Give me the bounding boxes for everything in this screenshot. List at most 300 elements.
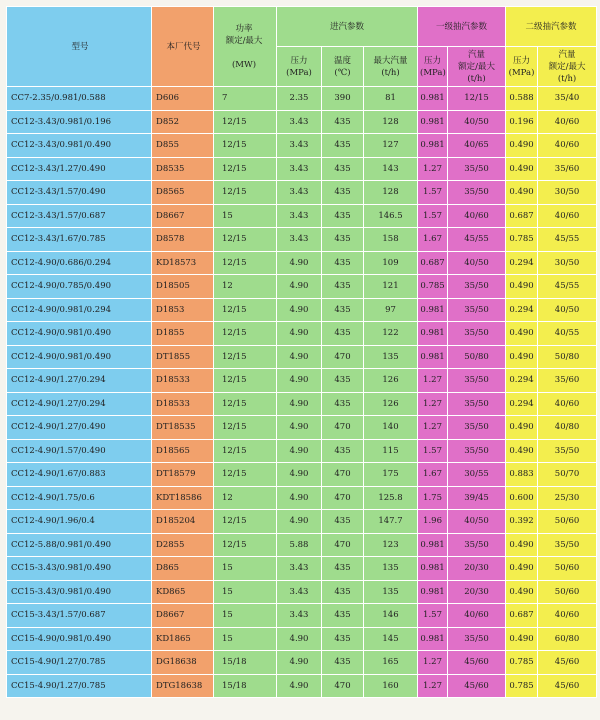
table-row xyxy=(7,627,597,651)
cell-model: CC15-3.43/1.57/0.687 xyxy=(7,604,152,628)
cell-inlet-temperature: 470 xyxy=(322,416,364,440)
cell-extraction2-steam: 35/60 xyxy=(538,369,597,393)
cell-extraction1-steam: 35/50 xyxy=(448,275,506,299)
cell-power: 15 xyxy=(214,204,277,228)
cell-extraction1-pressure: 1.57 xyxy=(418,604,448,628)
cell-inlet-temperature: 435 xyxy=(322,627,364,651)
cell-factory-code: D1853 xyxy=(152,298,214,322)
cell-power: 12/15 xyxy=(214,322,277,346)
cell-power: 12/15 xyxy=(214,392,277,416)
cell-model: CC15-3.43/0.981/0.490 xyxy=(7,557,152,581)
cell-inlet-pressure: 4.90 xyxy=(277,392,322,416)
cell-inlet-temperature: 435 xyxy=(322,298,364,322)
table-row xyxy=(7,345,597,369)
cell-power: 12/15 xyxy=(214,181,277,205)
cell-factory-code: DT1855 xyxy=(152,345,214,369)
cell-power: 12/15 xyxy=(214,157,277,181)
cell-extraction1-steam: 50/80 xyxy=(448,345,506,369)
cell-inlet-temperature: 435 xyxy=(322,604,364,628)
cell-extraction2-steam: 45/55 xyxy=(538,275,597,299)
cell-extraction2-steam: 40/60 xyxy=(538,134,597,158)
cell-extraction1-pressure: 1.57 xyxy=(418,439,448,463)
cell-extraction2-steam: 60/80 xyxy=(538,627,597,651)
header-extraction1-steam: 汽量 额定/最大 (t/h) xyxy=(448,47,506,87)
cell-inlet-max-steam: 126 xyxy=(364,392,418,416)
cell-model: CC12-4.90/1.75/0.6 xyxy=(7,486,152,510)
cell-factory-code: KD865 xyxy=(152,580,214,604)
cell-extraction1-pressure: 1.67 xyxy=(418,228,448,252)
cell-extraction2-steam: 45/60 xyxy=(538,651,597,675)
cell-extraction1-steam: 45/60 xyxy=(448,651,506,675)
table-row xyxy=(7,87,597,111)
cell-extraction2-pressure: 0.490 xyxy=(506,134,538,158)
cell-inlet-max-steam: 158 xyxy=(364,228,418,252)
cell-extraction2-pressure: 0.490 xyxy=(506,439,538,463)
cell-inlet-pressure: 4.90 xyxy=(277,463,322,487)
cell-extraction1-pressure: 0.981 xyxy=(418,345,448,369)
cell-inlet-max-steam: 126 xyxy=(364,369,418,393)
cell-extraction1-steam: 35/50 xyxy=(448,439,506,463)
cell-model: CC12-4.90/1.67/0.883 xyxy=(7,463,152,487)
cell-extraction2-steam: 50/60 xyxy=(538,510,597,534)
cell-factory-code: KD1865 xyxy=(152,627,214,651)
cell-model: CC12-4.90/0.785/0.490 xyxy=(7,275,152,299)
cell-factory-code: D8535 xyxy=(152,157,214,181)
cell-extraction1-pressure: 0.785 xyxy=(418,275,448,299)
cell-inlet-pressure: 4.90 xyxy=(277,651,322,675)
cell-inlet-max-steam: 135 xyxy=(364,580,418,604)
cell-extraction1-steam: 40/60 xyxy=(448,204,506,228)
cell-extraction1-pressure: 1.27 xyxy=(418,651,448,675)
cell-inlet-pressure: 3.43 xyxy=(277,557,322,581)
cell-extraction2-steam: 40/50 xyxy=(538,298,597,322)
table-row xyxy=(7,533,597,557)
cell-extraction1-steam: 45/60 xyxy=(448,674,506,698)
cell-inlet-pressure: 3.43 xyxy=(277,204,322,228)
cell-extraction2-pressure: 0.687 xyxy=(506,604,538,628)
cell-extraction1-pressure: 0.981 xyxy=(418,627,448,651)
cell-factory-code: DG18638 xyxy=(152,651,214,675)
table-row xyxy=(7,604,597,628)
cell-inlet-temperature: 435 xyxy=(322,557,364,581)
cell-inlet-max-steam: 122 xyxy=(364,322,418,346)
cell-factory-code: DT18535 xyxy=(152,416,214,440)
cell-inlet-max-steam: 145 xyxy=(364,627,418,651)
cell-factory-code: D8565 xyxy=(152,181,214,205)
cell-inlet-max-steam: 128 xyxy=(364,181,418,205)
cell-power: 15 xyxy=(214,627,277,651)
cell-factory-code: D8667 xyxy=(152,204,214,228)
cell-inlet-max-steam: 125.8 xyxy=(364,486,418,510)
table-row xyxy=(7,204,597,228)
cell-factory-code: D2855 xyxy=(152,533,214,557)
cell-inlet-max-steam: 146 xyxy=(364,604,418,628)
cell-factory-code: D18505 xyxy=(152,275,214,299)
cell-extraction2-steam: 50/60 xyxy=(538,580,597,604)
cell-power: 15 xyxy=(214,604,277,628)
cell-factory-code: KD18573 xyxy=(152,251,214,275)
cell-inlet-pressure: 4.90 xyxy=(277,345,322,369)
cell-inlet-pressure: 4.90 xyxy=(277,369,322,393)
cell-extraction2-steam: 45/60 xyxy=(538,674,597,698)
cell-factory-code: D18533 xyxy=(152,392,214,416)
cell-extraction2-pressure: 0.785 xyxy=(506,228,538,252)
cell-model: CC12-4.90/0.981/0.294 xyxy=(7,298,152,322)
table-row xyxy=(7,486,597,510)
cell-inlet-max-steam: 143 xyxy=(364,157,418,181)
cell-inlet-temperature: 435 xyxy=(322,275,364,299)
cell-power: 12/15 xyxy=(214,439,277,463)
header-inlet-group: 进汽参数 xyxy=(277,7,418,47)
cell-inlet-temperature: 470 xyxy=(322,345,364,369)
cell-extraction2-steam: 40/60 xyxy=(538,392,597,416)
cell-model: CC12-4.90/0.686/0.294 xyxy=(7,251,152,275)
cell-power: 12/15 xyxy=(214,510,277,534)
cell-inlet-max-steam: 147.7 xyxy=(364,510,418,534)
table-row xyxy=(7,275,597,299)
cell-extraction2-pressure: 0.490 xyxy=(506,322,538,346)
cell-extraction2-pressure: 0.687 xyxy=(506,204,538,228)
cell-extraction2-steam: 40/60 xyxy=(538,204,597,228)
cell-inlet-pressure: 3.43 xyxy=(277,134,322,158)
cell-power: 15/18 xyxy=(214,674,277,698)
header-extraction1-pressure: 压力 (MPa) xyxy=(418,47,448,87)
cell-factory-code: D8667 xyxy=(152,604,214,628)
cell-inlet-pressure: 4.90 xyxy=(277,275,322,299)
cell-extraction1-pressure: 1.27 xyxy=(418,416,448,440)
cell-extraction2-steam: 30/50 xyxy=(538,181,597,205)
cell-inlet-temperature: 470 xyxy=(322,486,364,510)
cell-extraction2-pressure: 0.294 xyxy=(506,298,538,322)
cell-extraction1-pressure: 1.27 xyxy=(418,392,448,416)
cell-model: CC12-4.90/0.981/0.490 xyxy=(7,345,152,369)
cell-extraction2-pressure: 0.600 xyxy=(506,486,538,510)
cell-inlet-max-steam: 175 xyxy=(364,463,418,487)
cell-inlet-max-steam: 135 xyxy=(364,345,418,369)
table-body xyxy=(7,87,597,698)
cell-power: 12 xyxy=(214,275,277,299)
cell-inlet-temperature: 435 xyxy=(322,439,364,463)
cell-extraction1-pressure: 1.67 xyxy=(418,463,448,487)
cell-model: CC12-4.90/1.27/0.490 xyxy=(7,416,152,440)
cell-extraction1-pressure: 1.57 xyxy=(418,204,448,228)
cell-extraction2-pressure: 0.490 xyxy=(506,345,538,369)
cell-extraction2-pressure: 0.490 xyxy=(506,416,538,440)
cell-inlet-pressure: 4.90 xyxy=(277,251,322,275)
cell-extraction2-pressure: 0.588 xyxy=(506,87,538,111)
cell-extraction2-steam: 40/55 xyxy=(538,322,597,346)
cell-extraction1-steam: 35/50 xyxy=(448,157,506,181)
cell-model: CC12-3.43/0.981/0.490 xyxy=(7,134,152,158)
cell-extraction2-steam: 40/60 xyxy=(538,604,597,628)
cell-extraction1-steam: 40/50 xyxy=(448,510,506,534)
cell-extraction2-steam: 35/60 xyxy=(538,157,597,181)
cell-inlet-pressure: 3.43 xyxy=(277,157,322,181)
cell-extraction2-pressure: 0.490 xyxy=(506,181,538,205)
cell-inlet-temperature: 435 xyxy=(322,110,364,134)
cell-inlet-pressure: 3.43 xyxy=(277,110,322,134)
cell-extraction1-steam: 20/30 xyxy=(448,557,506,581)
cell-inlet-max-steam: 115 xyxy=(364,439,418,463)
cell-power: 12/15 xyxy=(214,110,277,134)
cell-inlet-pressure: 4.90 xyxy=(277,510,322,534)
cell-model: CC12-4.90/0.981/0.490 xyxy=(7,322,152,346)
cell-extraction2-steam: 45/55 xyxy=(538,228,597,252)
cell-extraction2-pressure: 0.490 xyxy=(506,157,538,181)
cell-power: 12/15 xyxy=(214,345,277,369)
cell-extraction2-pressure: 0.196 xyxy=(506,110,538,134)
cell-inlet-temperature: 435 xyxy=(322,181,364,205)
cell-extraction1-steam: 35/50 xyxy=(448,416,506,440)
cell-extraction1-steam: 40/60 xyxy=(448,604,506,628)
cell-extraction2-steam: 40/60 xyxy=(538,110,597,134)
header-inlet-pressure: 压力 (MPa) xyxy=(277,47,322,87)
cell-extraction2-steam: 35/50 xyxy=(538,439,597,463)
cell-inlet-max-steam: 97 xyxy=(364,298,418,322)
cell-factory-code: DT18579 xyxy=(152,463,214,487)
cell-extraction1-pressure: 1.27 xyxy=(418,369,448,393)
cell-extraction1-steam: 35/50 xyxy=(448,181,506,205)
cell-inlet-max-steam: 140 xyxy=(364,416,418,440)
cell-factory-code: D606 xyxy=(152,87,214,111)
header-inlet-max-steam: 最大汽量 (t/h) xyxy=(364,47,418,87)
cell-extraction2-steam: 35/50 xyxy=(538,533,597,557)
cell-extraction1-steam: 40/65 xyxy=(448,134,506,158)
cell-extraction1-pressure: 0.981 xyxy=(418,134,448,158)
cell-extraction1-steam: 40/50 xyxy=(448,251,506,275)
cell-extraction1-steam: 12/15 xyxy=(448,87,506,111)
cell-inlet-pressure: 4.90 xyxy=(277,439,322,463)
cell-extraction2-pressure: 0.490 xyxy=(506,275,538,299)
cell-extraction1-pressure: 0.687 xyxy=(418,251,448,275)
cell-inlet-temperature: 435 xyxy=(322,651,364,675)
cell-model: CC12-4.90/1.57/0.490 xyxy=(7,439,152,463)
header-extraction2-group: 二级抽汽参数 xyxy=(506,7,597,47)
cell-extraction2-pressure: 0.294 xyxy=(506,369,538,393)
cell-extraction1-pressure: 0.981 xyxy=(418,580,448,604)
header-extraction2-pressure: 压力 (MPa) xyxy=(506,47,538,87)
cell-inlet-temperature: 435 xyxy=(322,580,364,604)
cell-extraction1-pressure: 1.27 xyxy=(418,157,448,181)
cell-power: 15/18 xyxy=(214,651,277,675)
cell-extraction1-pressure: 0.981 xyxy=(418,322,448,346)
cell-model: CC12-3.43/1.27/0.490 xyxy=(7,157,152,181)
cell-power: 12/15 xyxy=(214,228,277,252)
cell-model: CC12-3.43/1.57/0.687 xyxy=(7,204,152,228)
cell-extraction2-pressure: 0.392 xyxy=(506,510,538,534)
cell-inlet-temperature: 435 xyxy=(322,204,364,228)
cell-factory-code: DTG18638 xyxy=(152,674,214,698)
table-row xyxy=(7,416,597,440)
cell-extraction2-steam: 50/60 xyxy=(538,557,597,581)
cell-inlet-pressure: 3.43 xyxy=(277,228,322,252)
cell-extraction2-pressure: 0.490 xyxy=(506,627,538,651)
cell-inlet-temperature: 435 xyxy=(322,228,364,252)
table-row xyxy=(7,228,597,252)
cell-model: CC15-3.43/0.981/0.490 xyxy=(7,580,152,604)
cell-extraction2-steam: 25/30 xyxy=(538,486,597,510)
cell-extraction1-steam: 45/55 xyxy=(448,228,506,252)
cell-factory-code: D18565 xyxy=(152,439,214,463)
cell-inlet-pressure: 4.90 xyxy=(277,322,322,346)
cell-inlet-pressure: 3.43 xyxy=(277,181,322,205)
cell-extraction1-pressure: 0.981 xyxy=(418,533,448,557)
table-row xyxy=(7,674,597,698)
cell-inlet-temperature: 470 xyxy=(322,533,364,557)
cell-factory-code: D1855 xyxy=(152,322,214,346)
cell-model: CC12-4.90/1.27/0.294 xyxy=(7,369,152,393)
cell-model: CC12-4.90/1.96/0.4 xyxy=(7,510,152,534)
cell-extraction2-pressure: 0.490 xyxy=(506,557,538,581)
table-row xyxy=(7,322,597,346)
cell-power: 12/15 xyxy=(214,533,277,557)
cell-extraction2-pressure: 0.490 xyxy=(506,580,538,604)
cell-inlet-max-steam: 135 xyxy=(364,557,418,581)
cell-model: CC15-4.90/0.981/0.490 xyxy=(7,627,152,651)
cell-extraction2-pressure: 0.785 xyxy=(506,651,538,675)
cell-factory-code: D18533 xyxy=(152,369,214,393)
table-row xyxy=(7,651,597,675)
cell-factory-code: D8578 xyxy=(152,228,214,252)
cell-extraction2-pressure: 0.883 xyxy=(506,463,538,487)
table-row xyxy=(7,580,597,604)
cell-extraction1-steam: 35/50 xyxy=(448,392,506,416)
cell-model: CC12-3.43/1.57/0.490 xyxy=(7,181,152,205)
cell-power: 12/15 xyxy=(214,369,277,393)
table-row xyxy=(7,298,597,322)
table-row xyxy=(7,463,597,487)
cell-inlet-temperature: 435 xyxy=(322,157,364,181)
cell-inlet-temperature: 435 xyxy=(322,322,364,346)
table-row xyxy=(7,134,597,158)
cell-inlet-temperature: 435 xyxy=(322,510,364,534)
cell-factory-code: D865 xyxy=(152,557,214,581)
cell-extraction1-steam: 39/45 xyxy=(448,486,506,510)
cell-extraction2-pressure: 0.294 xyxy=(506,251,538,275)
cell-extraction1-pressure: 1.27 xyxy=(418,674,448,698)
table-row xyxy=(7,369,597,393)
cell-extraction1-steam: 35/50 xyxy=(448,298,506,322)
cell-inlet-temperature: 435 xyxy=(322,251,364,275)
table-row xyxy=(7,110,597,134)
cell-power: 12 xyxy=(214,486,277,510)
cell-inlet-pressure: 2.35 xyxy=(277,87,322,111)
table-row xyxy=(7,510,597,534)
cell-extraction1-steam: 35/50 xyxy=(448,369,506,393)
cell-extraction1-pressure: 0.981 xyxy=(418,87,448,111)
table-row xyxy=(7,439,597,463)
table-row xyxy=(7,157,597,181)
cell-model: CC12-3.43/1.67/0.785 xyxy=(7,228,152,252)
cell-model: CC15-4.90/1.27/0.785 xyxy=(7,674,152,698)
cell-extraction1-pressure: 0.981 xyxy=(418,298,448,322)
header-extraction2-steam: 汽量 额定/最大 (t/h) xyxy=(538,47,597,87)
cell-inlet-max-steam: 123 xyxy=(364,533,418,557)
cell-inlet-temperature: 435 xyxy=(322,369,364,393)
cell-inlet-max-steam: 81 xyxy=(364,87,418,111)
cell-factory-code: KDT18586 xyxy=(152,486,214,510)
cell-inlet-max-steam: 146.5 xyxy=(364,204,418,228)
header-extraction1-group: 一级抽汽参数 xyxy=(418,7,506,47)
cell-model: CC12-4.90/1.27/0.294 xyxy=(7,392,152,416)
cell-extraction1-steam: 30/55 xyxy=(448,463,506,487)
cell-extraction1-steam: 40/50 xyxy=(448,110,506,134)
header-power: 功率 额定/最大 (MW) xyxy=(214,7,277,87)
cell-extraction1-steam: 35/50 xyxy=(448,533,506,557)
cell-power: 12/15 xyxy=(214,134,277,158)
cell-model: CC12-5.88/0.981/0.490 xyxy=(7,533,152,557)
cell-extraction2-steam: 30/50 xyxy=(538,251,597,275)
cell-inlet-pressure: 4.90 xyxy=(277,674,322,698)
cell-extraction1-pressure: 0.981 xyxy=(418,557,448,581)
cell-inlet-max-steam: 128 xyxy=(364,110,418,134)
cell-extraction2-steam: 40/80 xyxy=(538,416,597,440)
cell-inlet-max-steam: 165 xyxy=(364,651,418,675)
cell-inlet-pressure: 3.43 xyxy=(277,604,322,628)
cell-model: CC7-2.35/0.981/0.588 xyxy=(7,87,152,111)
cell-factory-code: D855 xyxy=(152,134,214,158)
cell-factory-code: D852 xyxy=(152,110,214,134)
cell-factory-code: D185204 xyxy=(152,510,214,534)
cell-inlet-temperature: 435 xyxy=(322,134,364,158)
cell-power: 12/15 xyxy=(214,416,277,440)
cell-inlet-pressure: 4.90 xyxy=(277,627,322,651)
cell-model: CC12-3.43/0.981/0.196 xyxy=(7,110,152,134)
cell-power: 12/15 xyxy=(214,463,277,487)
cell-extraction1-steam: 20/30 xyxy=(448,580,506,604)
cell-inlet-pressure: 4.90 xyxy=(277,486,322,510)
cell-power: 15 xyxy=(214,580,277,604)
cell-inlet-max-steam: 127 xyxy=(364,134,418,158)
cell-model: CC15-4.90/1.27/0.785 xyxy=(7,651,152,675)
table-row xyxy=(7,557,597,581)
cell-inlet-pressure: 5.88 xyxy=(277,533,322,557)
cell-inlet-max-steam: 109 xyxy=(364,251,418,275)
cell-inlet-temperature: 435 xyxy=(322,392,364,416)
cell-inlet-max-steam: 121 xyxy=(364,275,418,299)
cell-extraction1-pressure: 1.57 xyxy=(418,181,448,205)
cell-power: 15 xyxy=(214,557,277,581)
cell-inlet-pressure: 4.90 xyxy=(277,416,322,440)
cell-extraction2-steam: 50/80 xyxy=(538,345,597,369)
table-row xyxy=(7,392,597,416)
cell-inlet-temperature: 470 xyxy=(322,674,364,698)
header-model: 型号 xyxy=(7,7,152,87)
cell-inlet-temperature: 390 xyxy=(322,87,364,111)
cell-inlet-pressure: 3.43 xyxy=(277,580,322,604)
cell-extraction1-pressure: 1.96 xyxy=(418,510,448,534)
cell-extraction1-pressure: 0.981 xyxy=(418,110,448,134)
cell-inlet-temperature: 470 xyxy=(322,463,364,487)
table-row xyxy=(7,181,597,205)
header-factory-code: 本厂代号 xyxy=(152,7,214,87)
cell-extraction2-pressure: 0.490 xyxy=(506,533,538,557)
cell-inlet-pressure: 4.90 xyxy=(277,298,322,322)
header-inlet-temperature: 温度 (℃) xyxy=(322,47,364,87)
cell-extraction1-steam: 35/50 xyxy=(448,627,506,651)
cell-extraction2-steam: 50/70 xyxy=(538,463,597,487)
cell-power: 7 xyxy=(214,87,277,111)
cell-extraction1-steam: 35/50 xyxy=(448,322,506,346)
turbine-spec-table xyxy=(6,6,597,698)
cell-extraction2-steam: 35/40 xyxy=(538,87,597,111)
table-row xyxy=(7,251,597,275)
cell-power: 12/15 xyxy=(214,251,277,275)
cell-power: 12/15 xyxy=(214,298,277,322)
cell-extraction1-pressure: 1.75 xyxy=(418,486,448,510)
cell-extraction2-pressure: 0.294 xyxy=(506,392,538,416)
cell-inlet-max-steam: 160 xyxy=(364,674,418,698)
